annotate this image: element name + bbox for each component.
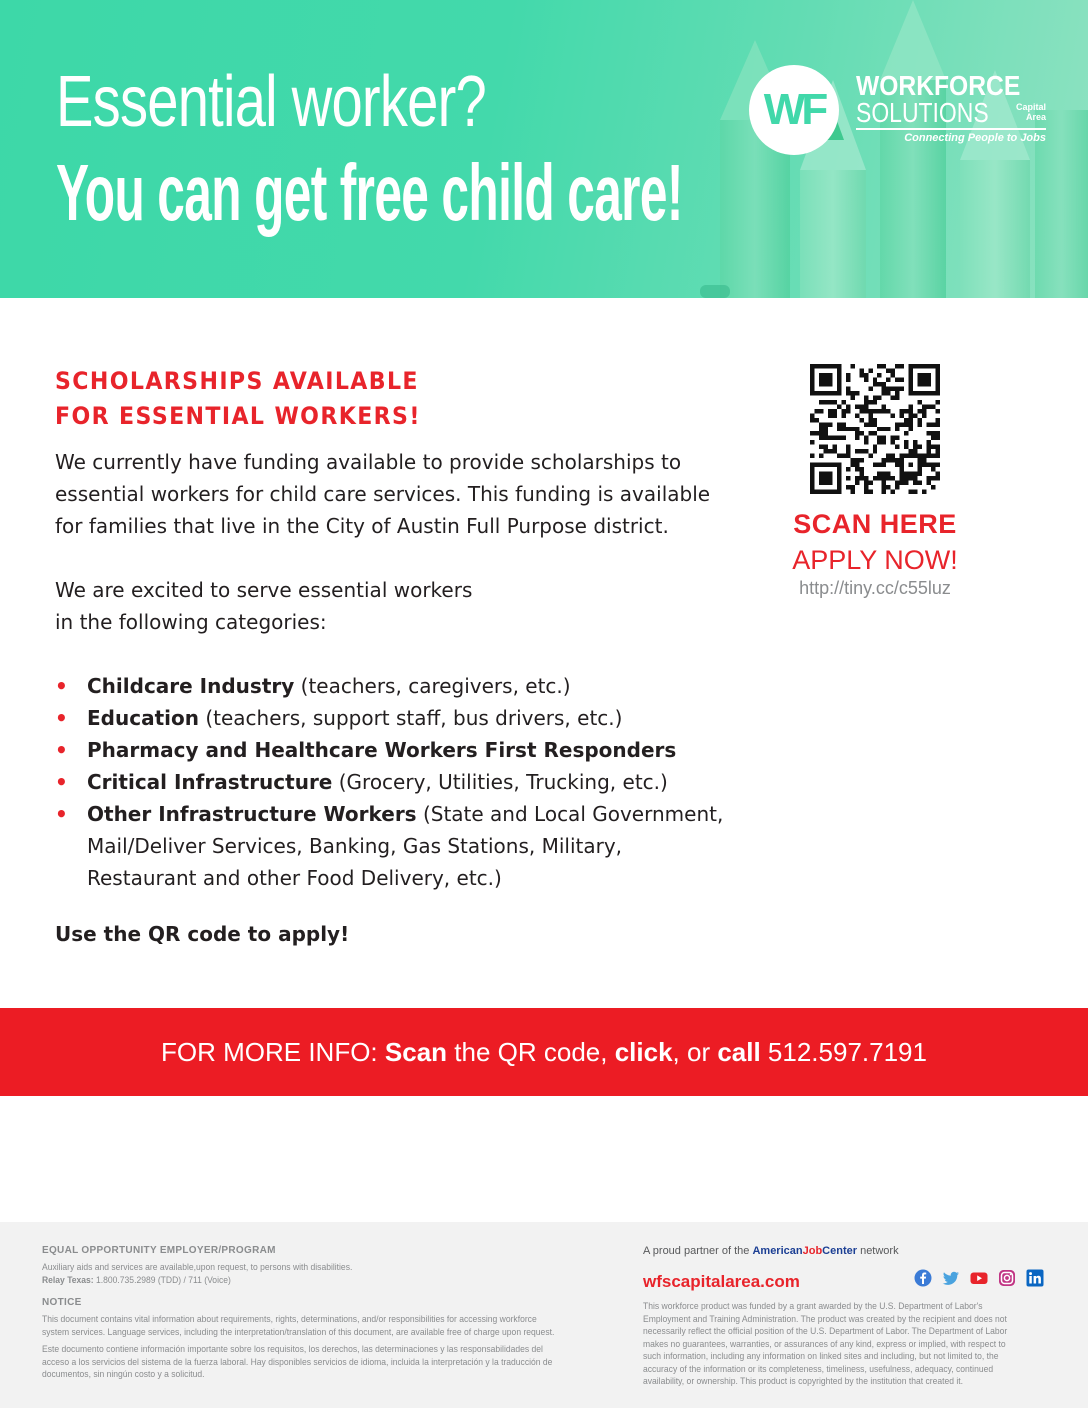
disclaimer-line: accuracy of the information or its completeness, timeliness, usefulness, adequacy, continued: [643, 1363, 994, 1375]
ajc-job: Job: [802, 1245, 823, 1257]
disclaimer-line: makes no guarantees, warranties, or assurances of any kind, express or implied, with respect to: [643, 1338, 1006, 1350]
logo-capital-text: Capital: [1015, 102, 1046, 112]
apply-link[interactable]: http://tiny.cc/c55luz: [799, 578, 951, 598]
scan-here-label: SCAN HERE: [793, 509, 957, 539]
banner-click[interactable]: click: [614, 1037, 673, 1067]
ajc-american: American: [752, 1245, 803, 1257]
paragraph-line: essential workers for child care services. This funding is available: [55, 482, 711, 506]
header-banner: [0, 0, 1088, 298]
paragraph-line: in the following categories:: [55, 610, 327, 634]
footer: [0, 1222, 1088, 1408]
partner-text: A proud partner of the: [643, 1245, 753, 1257]
footer-partner: [643, 1244, 1046, 1389]
disclaimer-line: such information, including any information on linked sites and including, but not limited to, the: [643, 1351, 999, 1362]
category-detail: (teachers, support staff, bus drivers, etc.): [198, 706, 623, 730]
wf-globe-icon: [748, 64, 840, 156]
disclaimer-line: necessarily reflect the official position of the U.S. Department of Labor. The Department of Labor: [643, 1326, 1008, 1337]
funding-paragraph: [55, 446, 745, 542]
notice-line-es: acceso a los servicios del sistema de la fuerza laboral. Hay disponibles servicios de idioma, incluida la interpretación y la traducción de: [42, 1356, 553, 1368]
more-info-banner: [0, 1008, 1088, 1096]
category-detail: (State and Local Government,: [416, 802, 724, 826]
instagram-icon[interactable]: [998, 1269, 1016, 1287]
notice-line-es: documentos, sin ningún costo y a solicitud.: [42, 1369, 205, 1380]
category-name: Childcare Industry: [87, 674, 295, 698]
list-item: [55, 670, 745, 702]
relay-number: 1.800.735.2989 (TDD) / 711 (Voice): [93, 1274, 231, 1286]
banner-text: , or: [672, 1037, 718, 1067]
linkedin-icon[interactable]: [1026, 1269, 1044, 1287]
logo-divider: [856, 128, 1046, 130]
main-content: [55, 364, 745, 950]
heading-line-1: SCHOLARSHIPS AVAILABLE: [55, 367, 419, 395]
partner-text: network: [857, 1245, 899, 1257]
logo-area-text: Area: [1025, 112, 1046, 122]
website-link[interactable]: wfscapitalarea.com: [643, 1272, 800, 1291]
relay-label: Relay Texas:: [42, 1274, 94, 1286]
category-detail: (Grocery, Utilities, Trucking, etc.): [332, 770, 668, 794]
qr-code[interactable]: [810, 364, 940, 494]
categories-intro: [55, 574, 745, 638]
disclaimer-line: Employment and Training Administration. The product was created by the recipient and does not: [643, 1313, 1007, 1325]
logo-word-workforce: WORKFORCE: [856, 70, 1021, 101]
disclaimer-line: availability, or ownership. This product is copyrighted by the institution that created it.: [643, 1376, 964, 1387]
eoe-title: EQUAL OPPORTUNITY EMPLOYER/PROGRAM: [42, 1245, 276, 1256]
category-detail: Restaurant and other Food Delivery, etc.): [87, 866, 502, 890]
notice-line: This document contains vital information about requirements, rights, determinations, and/or responsibilities for accessing workforce: [42, 1314, 537, 1325]
banner-text: the QR code,: [447, 1037, 615, 1067]
notice-line-es: Este documento contiene información importante sobre los requisitos, los derechos, las determinaciones y las responsabilidades del: [42, 1344, 543, 1355]
phone-number[interactable]: 512.597.7191: [760, 1037, 927, 1067]
twitter-icon[interactable]: [942, 1269, 960, 1287]
category-detail: Mail/Deliver Services, Banking, Gas Stations, Military,: [87, 834, 623, 858]
relay-line: [42, 1275, 546, 1288]
category-name: Education: [87, 706, 199, 730]
footer-legal: [42, 1244, 602, 1382]
list-item: [55, 702, 745, 734]
workforce-solutions-logo: [748, 64, 1050, 160]
category-list: [55, 670, 745, 894]
bullet-icon: •: [55, 770, 68, 794]
headline-question: Essential worker?: [56, 62, 486, 142]
paragraph-line: We currently have funding available to provide scholarships to: [55, 450, 682, 474]
banner-prefix: FOR MORE INFO:: [161, 1037, 385, 1067]
american-job-center-logo: [752, 1245, 857, 1257]
logo-word-solutions: SOLUTIONS: [856, 97, 989, 128]
facebook-icon[interactable]: [914, 1269, 932, 1287]
banner-call: call: [717, 1037, 761, 1067]
paragraph-line: We are excited to serve essential workers: [55, 578, 473, 602]
logo-capital-area: [1006, 102, 1046, 122]
paragraph-line: for families that live in the City of Austin Full Purpose district.: [55, 514, 669, 538]
section-heading: [55, 364, 745, 434]
svg-text:WF: WF: [763, 85, 825, 134]
list-item: [55, 798, 745, 894]
category-name: Critical Infrastructure: [87, 770, 333, 794]
bullet-icon: •: [55, 674, 68, 698]
apply-instruction: Use the QR code to apply!: [55, 922, 350, 946]
notice-line: system services. Language services, including the interpretation/translation of this document, are available free of charge upon request.: [42, 1326, 555, 1338]
banner-scan: Scan: [384, 1037, 448, 1067]
bullet-icon: •: [55, 706, 68, 730]
disclaimer-line: This workforce product was funded by a grant awarded by the U.S. Department of Labor's: [643, 1301, 983, 1312]
category-name: Other Infrastructure Workers: [87, 802, 417, 826]
partner-line: [643, 1244, 1046, 1258]
category-name: Pharmacy and Healthcare Workers First Responders: [87, 738, 677, 762]
apply-now-label: APPLY NOW!: [792, 545, 958, 575]
bullet-icon: •: [55, 738, 68, 762]
youtube-icon[interactable]: [970, 1269, 988, 1287]
list-item: [55, 766, 745, 798]
notice-title: NOTICE: [42, 1297, 82, 1308]
ajc-center: Center: [822, 1245, 858, 1257]
heading-line-2: FOR ESSENTIAL WORKERS!: [55, 402, 421, 430]
bullet-icon: •: [55, 802, 68, 826]
list-item: [55, 734, 745, 766]
headline-statement: You can get free child care!: [56, 148, 683, 237]
eoe-text: Auxiliary aids and services are available,upon request, to persons with disabilities.: [42, 1262, 353, 1273]
logo-tagline: Connecting People to Jobs: [904, 132, 1046, 144]
funding-disclaimer: [643, 1301, 1046, 1389]
category-detail: (teachers, caregivers, etc.): [294, 674, 571, 698]
